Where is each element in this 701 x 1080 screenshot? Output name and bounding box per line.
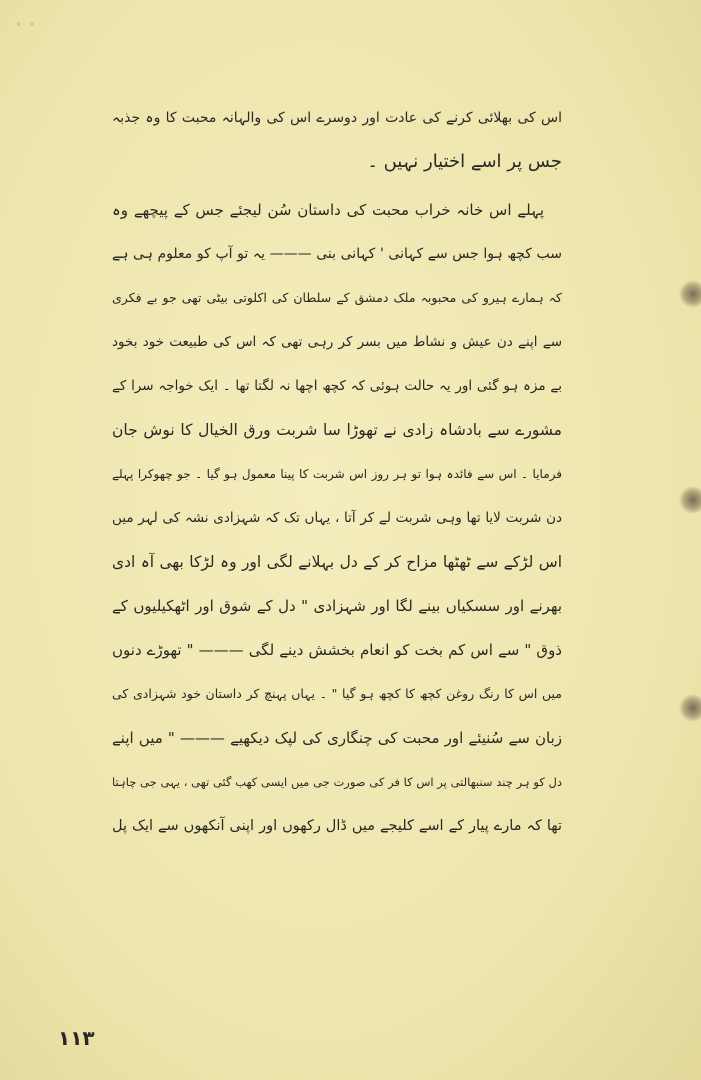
text-line: بے مزہ ہو گئی اور یہ حالت ہوئی کہ کچھ اچھا نہ لگتا تھا ۔ ایک خواجہ سرا کے bbox=[112, 378, 562, 394]
text-line: مشورے سے بادشاہ زادی نے تھوڑا سا شربت ورق الخیال کا نوش جان bbox=[112, 421, 562, 439]
text-line: اس کی بھلائی کرنے کی عادت اور دوسرے اس کی والہانہ محبت کا وہ جذبہ bbox=[112, 110, 562, 126]
text-block bbox=[112, 96, 562, 848]
text-line: ذوق " سے اس کم بخت کو انعام بخشش دینے لگی ——— " تھوڑے دنوں bbox=[112, 641, 562, 659]
text-line: زبان سے سُنیئے اور محبت کی چنگاری کی لپک دیکھیے ——— " میں اپنے bbox=[112, 729, 562, 747]
binding-hole-icon bbox=[679, 694, 701, 722]
text-line: تھا کہ مارے پیار کے اسے کلیجے میں ڈال رکھوں اور اپنی آنکھوں سے ایک پل bbox=[112, 818, 562, 834]
text-line: فرمایا ۔ اس سے فائدہ ہوا تو ہر روز اس شربت کا پینا معمول ہو گیا ۔ جو چھوکرا پہلے bbox=[112, 467, 562, 481]
text-line: اس لڑکے سے ٹھٹھا مزاح کر کے دل بہلانے لگی اور وہ لڑکا بھی آہ ادی bbox=[112, 553, 562, 571]
text-line: سے اپنے دن عیش و نشاط میں بسر کر رہی تھی کہ اس کی طبیعت خود بخود bbox=[112, 334, 562, 350]
text-line: دن شربت لایا تھا وہی شربت لے کر آتا ، یہاں تک کہ شہزادی نشہ کی لہر میں bbox=[112, 510, 562, 526]
text-line: میں اس کا رنگ روغن کچھ کا کچھ ہو گیا " ۔ یہاں پہنچ کر داستان خود شہزادی کی bbox=[112, 686, 562, 701]
text-line: پہلے اس خانہ خراب محبت کی داستان سُن لیجئے جس کے پیچھے وہ bbox=[112, 201, 544, 219]
text-line: سب کچھ ہوا جس سے کہانی ' کہانی بنی ——— یہ تو آپ کو معلوم ہی ہے bbox=[112, 246, 562, 262]
page-number: ۱۱۳ bbox=[58, 1026, 95, 1050]
binding-hole-icon bbox=[679, 280, 701, 308]
binding-hole-icon bbox=[679, 486, 701, 514]
text-line: دل کو ہر چند سنبھالتی پر اس کا فر کی صورت جی میں ایسی کھب گئی تھی ، یہی جی چاہتا bbox=[112, 775, 562, 789]
text-line: جس پر اسے اختیار نہیں ۔ bbox=[367, 151, 562, 172]
faint-stamp-mark: ᐧᐧ bbox=[14, 8, 42, 43]
text-line: کہ ہمارے ہیرو کی محبوبہ ملک دمشق کے سلطان کی اکلوتی بیٹی تھی جو بے فکری bbox=[112, 290, 562, 305]
text-line: بھرنے اور سسکیاں بینے لگا اور شہزادی " دل کے شوق اور اٹھکیلیوں کے bbox=[112, 597, 562, 615]
